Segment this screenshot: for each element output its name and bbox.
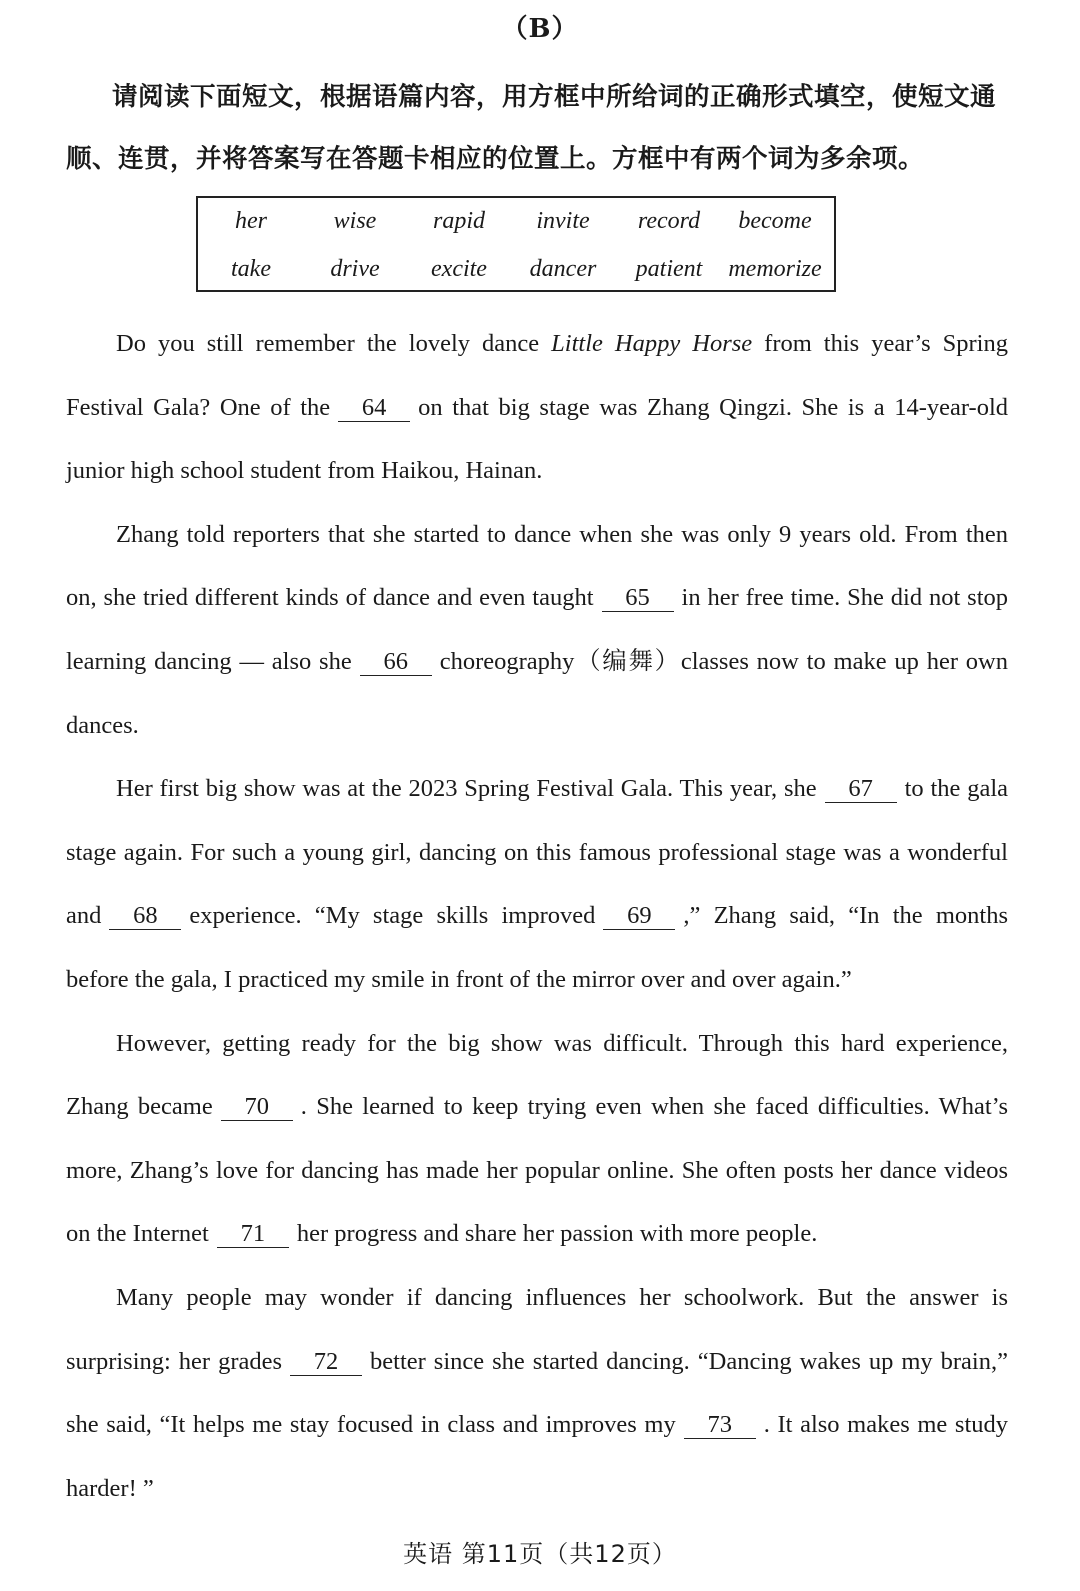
- word-option: become: [738, 208, 812, 234]
- blank-73[interactable]: 73: [684, 1412, 756, 1439]
- word-box: [196, 196, 836, 292]
- blank-68[interactable]: 68: [109, 903, 181, 930]
- passage: [66, 312, 1008, 1520]
- blank-64[interactable]: 64: [338, 395, 410, 422]
- blank-71[interactable]: 71: [217, 1221, 289, 1248]
- paragraph-2: Zhang told reporters that she started to dance when she was only 9 years old. From then on, she tried different kinds of dance and even taught 65 in her free time. She did not stop learning dancing — also she 66 choreography（编舞）classes now to make up her own dances.: [66, 520, 1009, 739]
- paragraph-1: Do you still remember the lovely dance Little Happy Horse from this year’s Spring Festival Gala? One of the 64 on that big stage was Zhang Qingzi. She is a 14-year-old junior high school student from Haikou, Hainan.: [66, 330, 1009, 485]
- word-option: record: [637, 208, 701, 234]
- page-footer: 英语 第11页（共12页）: [403, 1540, 677, 1568]
- paragraph-4: However, getting ready for the big show was difficult. Through this hard experience, Zhang became 70 . She learned to keep trying even when she faced difficulties. What’s more, Zhang’s love for dancing has made her popular online. She often posts her dance videos on the Internet 71 her progress and share her passion with more people.: [66, 1029, 1008, 1248]
- word-option: memorize: [728, 256, 822, 282]
- word-option: drive: [330, 256, 380, 282]
- blank-70[interactable]: 70: [221, 1094, 293, 1121]
- word-option: take: [231, 256, 271, 282]
- word-option: excite: [431, 256, 487, 282]
- instructions-text: 请阅读下面短文，根据语篇内容，用方框中所给词的正确形式填空，使短文通顺、连贯，并将答案写在答题卡相应的位置上。方框中有两个词为多余项。: [66, 82, 997, 174]
- blank-69[interactable]: 69: [603, 903, 675, 930]
- blank-72[interactable]: 72: [290, 1349, 362, 1376]
- word-option: her: [235, 208, 267, 234]
- word-option: rapid: [432, 208, 485, 234]
- word-option: wise: [333, 208, 377, 234]
- word-option: invite: [536, 208, 590, 234]
- word-option: dancer: [529, 256, 597, 282]
- word-option: patient: [635, 256, 703, 282]
- dance-title: Little Happy Horse: [551, 330, 753, 357]
- blank-66[interactable]: 66: [360, 649, 432, 676]
- blank-65[interactable]: 65: [602, 585, 674, 612]
- word-box-row-2: [198, 256, 834, 286]
- word-box-row-1: [198, 208, 834, 238]
- blank-67[interactable]: 67: [825, 776, 897, 803]
- section-title: （B）: [501, 14, 579, 44]
- paragraph-3: Her first big show was at the 2023 Spring Festival Gala. This year, she 67 to the gala stage again. For such a young girl, dancing on this famous professional stage was a wonderful and 68 experience. “My stage skills improved 69 ,” Zhang said, “In the months before the gala, I practiced my smile in front of the mirror over and over again.”: [66, 775, 1009, 993]
- paragraph-5: Many people may wonder if dancing influences her schoolwork. But the answer is surprising: her grades 72 better since she started dancing. “Dancing wakes up my brain,” she said, “It helps me stay focused in class and improves my 73 . It also makes me study harder! ”: [66, 1283, 1009, 1502]
